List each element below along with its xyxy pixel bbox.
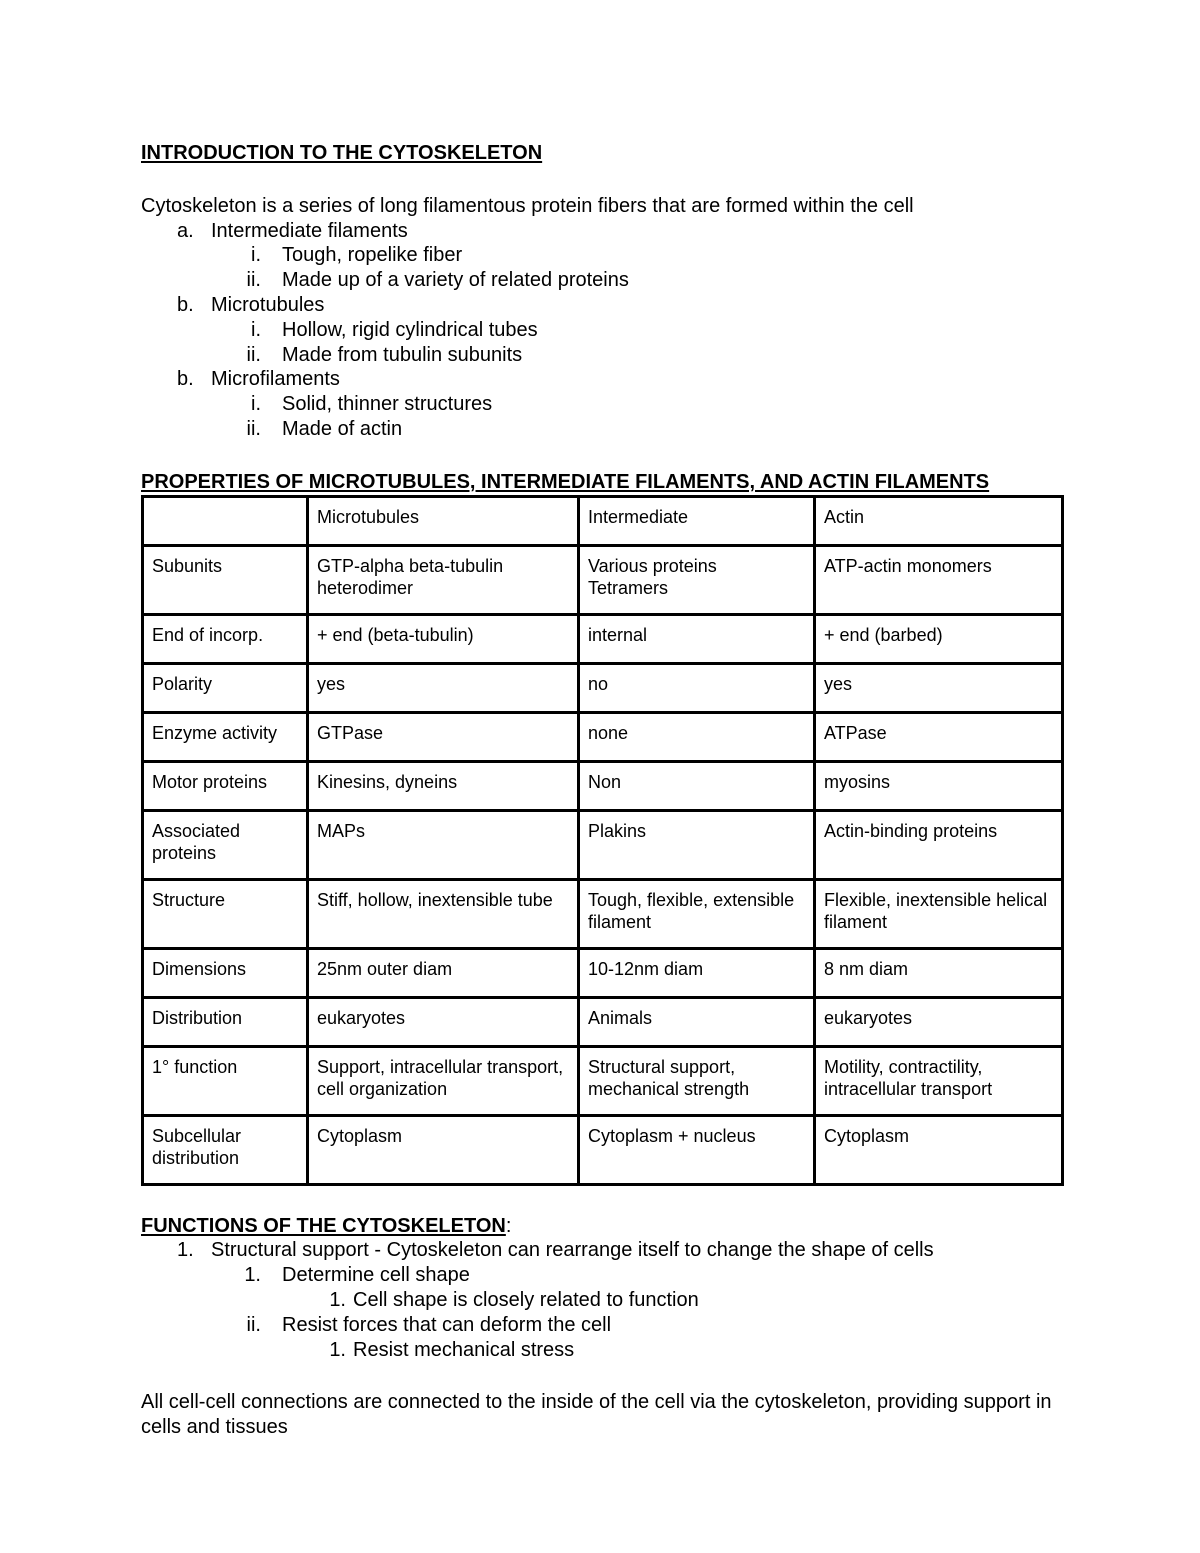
list-marker: 1. bbox=[177, 1239, 194, 1262]
table-header-cell bbox=[143, 496, 308, 545]
table-cell: MAPs bbox=[308, 810, 579, 879]
list-marker: i. bbox=[251, 393, 261, 416]
table-cell: eukaryotes bbox=[815, 997, 1063, 1046]
table-cell: Flexible, inextensible helical filament bbox=[815, 879, 1063, 948]
properties-table bbox=[141, 495, 1064, 1186]
list-item-label: Made up of a variety of related proteins bbox=[282, 269, 629, 292]
table-cell: Stiff, hollow, inextensible tube bbox=[308, 879, 579, 948]
table-row bbox=[143, 545, 1063, 614]
table-cell: Kinesins, dyneins bbox=[308, 761, 579, 810]
table-cell: Cytoplasm bbox=[815, 1115, 1063, 1184]
table-row-label: Associated proteins bbox=[143, 810, 308, 879]
table-row bbox=[143, 879, 1063, 948]
functions-heading: FUNCTIONS OF THE CYTOSKELETON bbox=[141, 1214, 506, 1237]
list-item bbox=[141, 1288, 1061, 1313]
functions-heading-line bbox=[141, 1214, 1061, 1239]
table-cell: 25nm outer diam bbox=[308, 948, 579, 997]
table-cell: Structural support, mechanical strength bbox=[579, 1046, 815, 1115]
list-marker: 1. bbox=[244, 1264, 261, 1287]
table-cell: eukaryotes bbox=[308, 997, 579, 1046]
closing-paragraph: All cell-cell connections are connected to the inside of the cell via the cytoskeleton, providing support in cells and tissues bbox=[141, 1391, 1052, 1439]
table-row bbox=[143, 712, 1063, 761]
table-row bbox=[143, 1046, 1063, 1115]
list-marker: b. bbox=[177, 293, 194, 316]
list-marker: i. bbox=[251, 244, 261, 267]
table-cell: ATP-actin monomers bbox=[815, 545, 1063, 614]
table-cell: + end (barbed) bbox=[815, 614, 1063, 663]
table-row-label: Polarity bbox=[143, 663, 308, 712]
table-cell: yes bbox=[815, 663, 1063, 712]
list-item bbox=[141, 1238, 1061, 1263]
table-row bbox=[143, 663, 1063, 712]
list-marker: b. bbox=[177, 368, 194, 391]
table-cell: internal bbox=[579, 614, 815, 663]
filament-types-list bbox=[141, 219, 1061, 442]
list-item bbox=[141, 1313, 1061, 1338]
table-row bbox=[143, 1115, 1063, 1184]
functions-list bbox=[141, 1238, 1061, 1362]
list-item bbox=[141, 417, 1061, 442]
table-row-label: Distribution bbox=[143, 997, 308, 1046]
list-item bbox=[141, 367, 1061, 392]
table-cell: GTP-alpha beta-tubulin heterodimer bbox=[308, 545, 579, 614]
list-item bbox=[141, 219, 1061, 244]
list-marker: 1. bbox=[329, 1288, 346, 1311]
table-cell: Various proteins Tetramers bbox=[579, 545, 815, 614]
properties-heading: PROPERTIES OF MICROTUBULES, INTERMEDIATE FILAMENTS, AND ACTIN FILAMENTS bbox=[141, 470, 990, 493]
table-cell: GTPase bbox=[308, 712, 579, 761]
table-row bbox=[143, 761, 1063, 810]
list-item-label: Determine cell shape bbox=[282, 1264, 470, 1287]
table-cell: 10-12nm diam bbox=[579, 948, 815, 997]
table-row-label: Structure bbox=[143, 879, 308, 948]
table-cell: Cytoplasm + nucleus bbox=[579, 1115, 815, 1184]
table-cell: Tough, flexible, extensible filament bbox=[579, 879, 815, 948]
table-row bbox=[143, 810, 1063, 879]
list-marker: ii. bbox=[246, 1313, 261, 1336]
list-item bbox=[141, 268, 1061, 293]
functions-heading-colon: : bbox=[505, 1214, 512, 1237]
list-item-label: Cell shape is closely related to function bbox=[353, 1288, 699, 1311]
list-marker: ii. bbox=[246, 269, 261, 292]
table-cell: Non bbox=[579, 761, 815, 810]
table-header-cell: Actin bbox=[815, 496, 1063, 545]
table-header-cell: Intermediate bbox=[579, 496, 815, 545]
properties-table-wrapper bbox=[141, 495, 1061, 1186]
table-header-row bbox=[143, 496, 1063, 545]
list-item bbox=[141, 392, 1061, 417]
table-cell: Plakins bbox=[579, 810, 815, 879]
table-row-label: Enzyme activity bbox=[143, 712, 308, 761]
list-item bbox=[141, 1263, 1061, 1288]
list-item-label: Resist forces that can deform the cell bbox=[282, 1313, 612, 1336]
list-item bbox=[141, 343, 1061, 368]
table-cell: Actin-binding proteins bbox=[815, 810, 1063, 879]
table-cell: Support, intracellular transport, cell organization bbox=[308, 1046, 579, 1115]
list-item-label: Structural support - Cytoskeleton can rearrange itself to change the shape of cells bbox=[211, 1239, 934, 1262]
table-header-cell: Microtubules bbox=[308, 496, 579, 545]
list-item bbox=[141, 243, 1061, 268]
table-cell: 8 nm diam bbox=[815, 948, 1063, 997]
table-cell: Motility, contractility, intracellular transport bbox=[815, 1046, 1063, 1115]
table-row bbox=[143, 948, 1063, 997]
list-marker: ii. bbox=[246, 417, 261, 440]
table-row bbox=[143, 614, 1063, 663]
table-cell: ATPase bbox=[815, 712, 1063, 761]
intro-heading: INTRODUCTION TO THE CYTOSKELETON bbox=[141, 142, 543, 164]
list-marker: ii. bbox=[246, 343, 261, 366]
table-row bbox=[143, 997, 1063, 1046]
table-cell: Animals bbox=[579, 997, 815, 1046]
table-row-label: End of incorp. bbox=[143, 614, 308, 663]
table-row-label: Subunits bbox=[143, 545, 308, 614]
table-cell: myosins bbox=[815, 761, 1063, 810]
list-item-label: Resist mechanical stress bbox=[353, 1338, 575, 1361]
list-item-label: Hollow, rigid cylindrical tubes bbox=[282, 318, 538, 341]
list-item-label: Tough, ropelike fiber bbox=[282, 244, 463, 267]
table-row-label: Motor proteins bbox=[143, 761, 308, 810]
table-row-label: 1° function bbox=[143, 1046, 308, 1115]
list-item bbox=[141, 1338, 1061, 1363]
list-item bbox=[141, 318, 1061, 343]
table-row-label: Dimensions bbox=[143, 948, 308, 997]
table-cell: yes bbox=[308, 663, 579, 712]
list-item-label: Made of actin bbox=[282, 417, 403, 440]
table-cell: + end (beta-tubulin) bbox=[308, 614, 579, 663]
list-item-label: Microtubules bbox=[211, 293, 325, 316]
list-marker: i. bbox=[251, 318, 261, 341]
table-cell: Cytoplasm bbox=[308, 1115, 579, 1184]
list-item-label: Intermediate filaments bbox=[211, 219, 408, 242]
list-marker: a. bbox=[177, 219, 194, 242]
cytoskeleton-definition: Cytoskeleton is a series of long filamentous protein fibers that are formed within the cell bbox=[141, 194, 914, 217]
table-cell: no bbox=[579, 663, 815, 712]
list-item-label: Solid, thinner structures bbox=[282, 393, 493, 416]
list-item-label: Microfilaments bbox=[211, 368, 340, 391]
document-page bbox=[141, 141, 1061, 1440]
list-item-label: Made from tubulin subunits bbox=[282, 343, 523, 366]
table-cell: none bbox=[579, 712, 815, 761]
table-row-label: Subcellular distribution bbox=[143, 1115, 308, 1184]
list-marker: 1. bbox=[329, 1338, 346, 1361]
list-item bbox=[141, 293, 1061, 318]
